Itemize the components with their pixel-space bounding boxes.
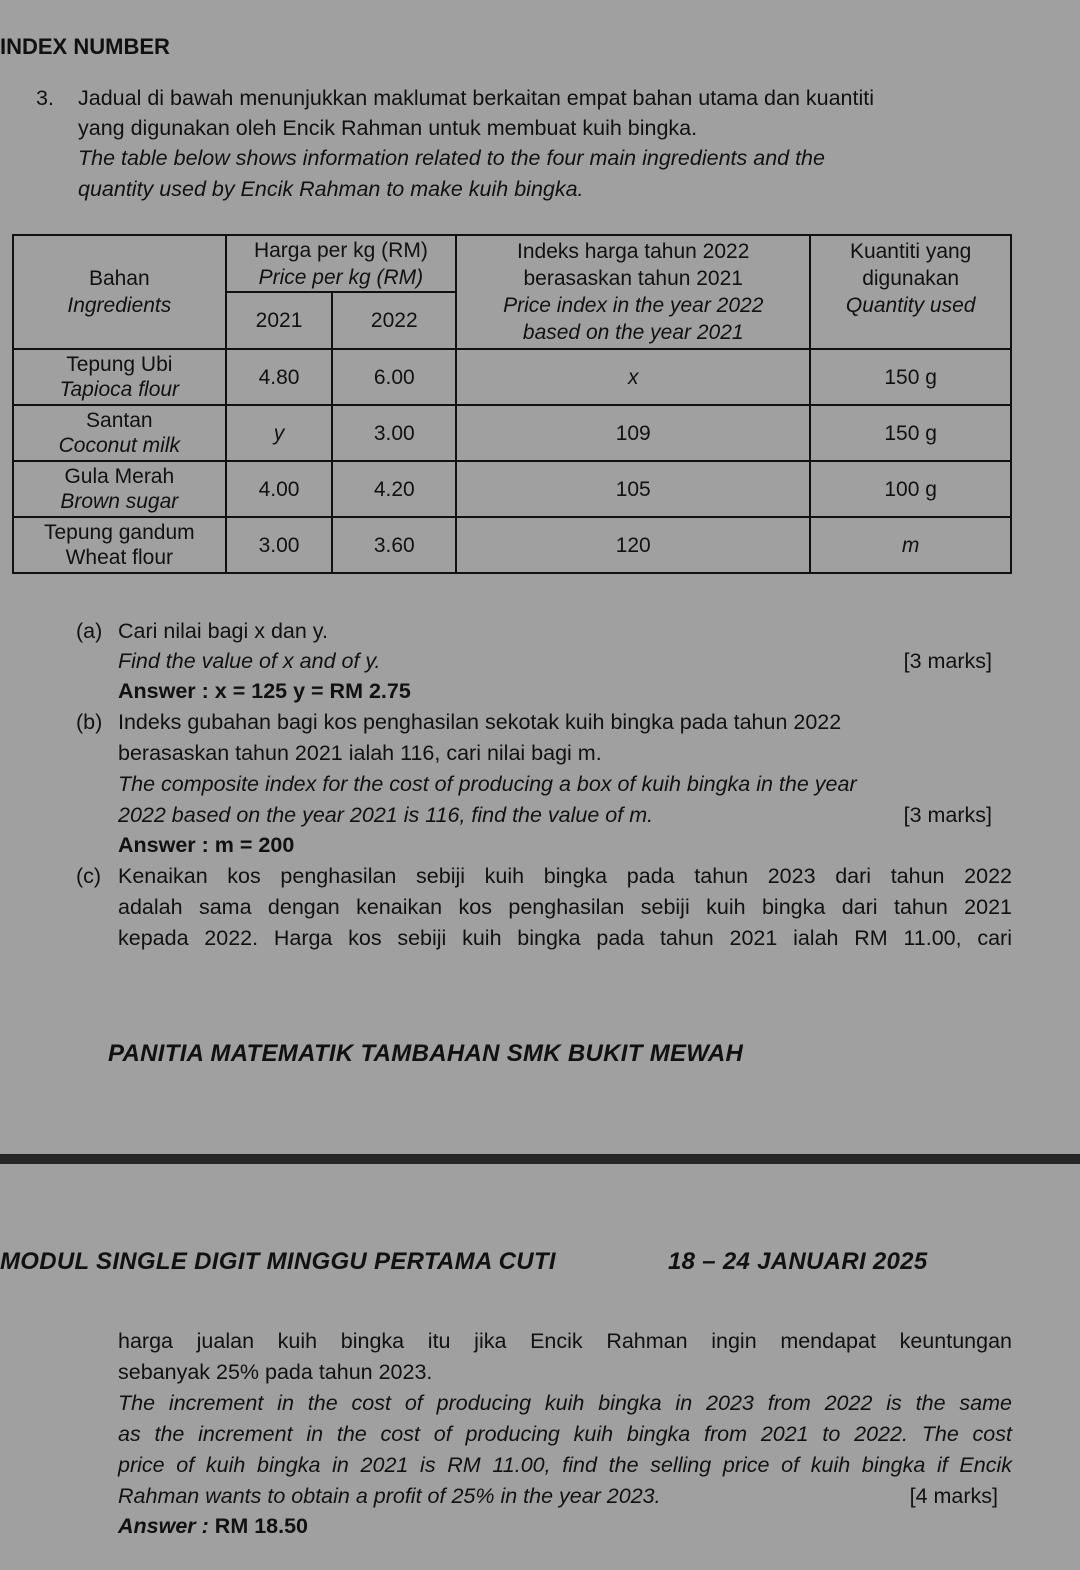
part-b-ms-1: Indeks gubahan bagi kos penghasilan sekotak kuih bingka pada tahun 2022 xyxy=(118,710,842,734)
intro-en-1: The table below shows information related to the four main ingredients and the xyxy=(78,146,825,170)
part-c-en-1: The increment in the cost of producing kuih bingka in 2023 from 2022 is the same xyxy=(118,1391,1012,1415)
intro-ms-2: yang digunakan oleh Encik Rahman untuk membuat kuih bingka. xyxy=(78,116,698,140)
header-ingredient: Bahan Ingredients xyxy=(13,235,226,349)
ingredients-table xyxy=(12,234,1012,574)
part-a-en: Find the value of x and of y. [3 marks] xyxy=(118,649,992,673)
part-c-en-2: as the increment in the cost of producing kuih bingka from 2021 to 2022. The cost xyxy=(118,1422,1012,1446)
part-b-ms-2: berasaskan tahun 2021 ialah 116, cari nilai bagi m. xyxy=(118,741,602,765)
table-row: Gula Merah Brown sugar 4.00 4.20 105 100 g xyxy=(13,461,1011,517)
part-c-answer: Answer : RM 18.50 xyxy=(118,1514,309,1538)
school-footer: PANITIA MATEMATIK TAMBAHAN SMK BUKIT MEWAH xyxy=(108,1040,744,1067)
question-number: 3. xyxy=(36,86,54,110)
part-b-label: (b) xyxy=(76,710,103,734)
table-row: Santan Coconut milk y 3.00 109 150 g xyxy=(13,405,1011,461)
part-c-ms-1: Kenaikan kos penghasilan sebiji kuih bingka pada tahun 2023 dari tahun 2022 xyxy=(118,864,1012,888)
page-divider xyxy=(0,1154,1080,1164)
part-c-label: (c) xyxy=(76,864,102,888)
intro-en-2: quantity used by Encik Rahman to make kuih bingka. xyxy=(78,177,584,201)
header-2022: 2022 xyxy=(332,292,456,349)
module-header: MODUL SINGLE DIGIT MINGGU PERTAMA CUTI xyxy=(0,1248,556,1275)
part-c-ms-5: sebanyak 25% pada tahun 2023. xyxy=(118,1360,433,1384)
part-c-en-3: price of kuih bingka in 2021 is RM 11.00, find the selling price of kuih bingka if Encik xyxy=(118,1453,1012,1477)
part-b-marks: [3 marks] xyxy=(903,803,992,827)
intro-ms-1: Jadual di bawah menunjukkan maklumat berkaitan empat bahan utama dan kuantiti xyxy=(78,86,874,110)
part-a-marks: [3 marks] xyxy=(903,649,992,673)
part-a-answer: Answer : x = 125 y = RM 2.75 xyxy=(118,679,411,703)
table-row: Tepung Ubi Tapioca flour 4.80 6.00 x 150 g xyxy=(13,349,1011,405)
header-index: Indeks harga tahun 2022 berasaskan tahun 2021 Price index in the year 2022 based on the year 2021 xyxy=(456,235,810,349)
header-2021: 2021 xyxy=(226,292,333,349)
part-c-ms-2: adalah sama dengan kenaikan kos penghasilan sebiji kuih bingka dari tahun 2021 xyxy=(118,895,1012,919)
module-dates: 18 – 24 JANUARI 2025 xyxy=(668,1248,928,1275)
part-b-en-2: 2022 based on the year 2021 is 116, find the value of m. [3 marks] xyxy=(118,803,992,827)
part-c-ms-3: kepada 2022. Harga kos sebiji kuih bingka pada tahun 2021 ialah RM 11.00, cari xyxy=(118,926,1012,950)
part-c-en-4: Rahman wants to obtain a profit of 25% in the year 2023. [4 marks] xyxy=(118,1484,998,1508)
header-price: Harga per kg (RM) Price per kg (RM) xyxy=(226,235,457,292)
header-quantity: Kuantiti yang digunakan Quantity used xyxy=(810,235,1011,349)
part-a-ms: Cari nilai bagi x dan y. xyxy=(118,619,328,643)
part-b-en-1: The composite index for the cost of producing a box of kuih bingka in the year xyxy=(118,772,857,796)
part-c-marks: [4 marks] xyxy=(909,1484,998,1508)
table-row: Tepung gandum Wheat flour 3.00 3.60 120 m xyxy=(13,517,1011,573)
section-title: INDEX NUMBER xyxy=(0,34,170,59)
part-c-ms-4: harga jualan kuih bingka itu jika Encik Rahman ingin mendapat keuntungan xyxy=(118,1329,1012,1353)
part-b-answer: Answer : m = 200 xyxy=(118,833,295,857)
part-a-label: (a) xyxy=(76,619,103,643)
